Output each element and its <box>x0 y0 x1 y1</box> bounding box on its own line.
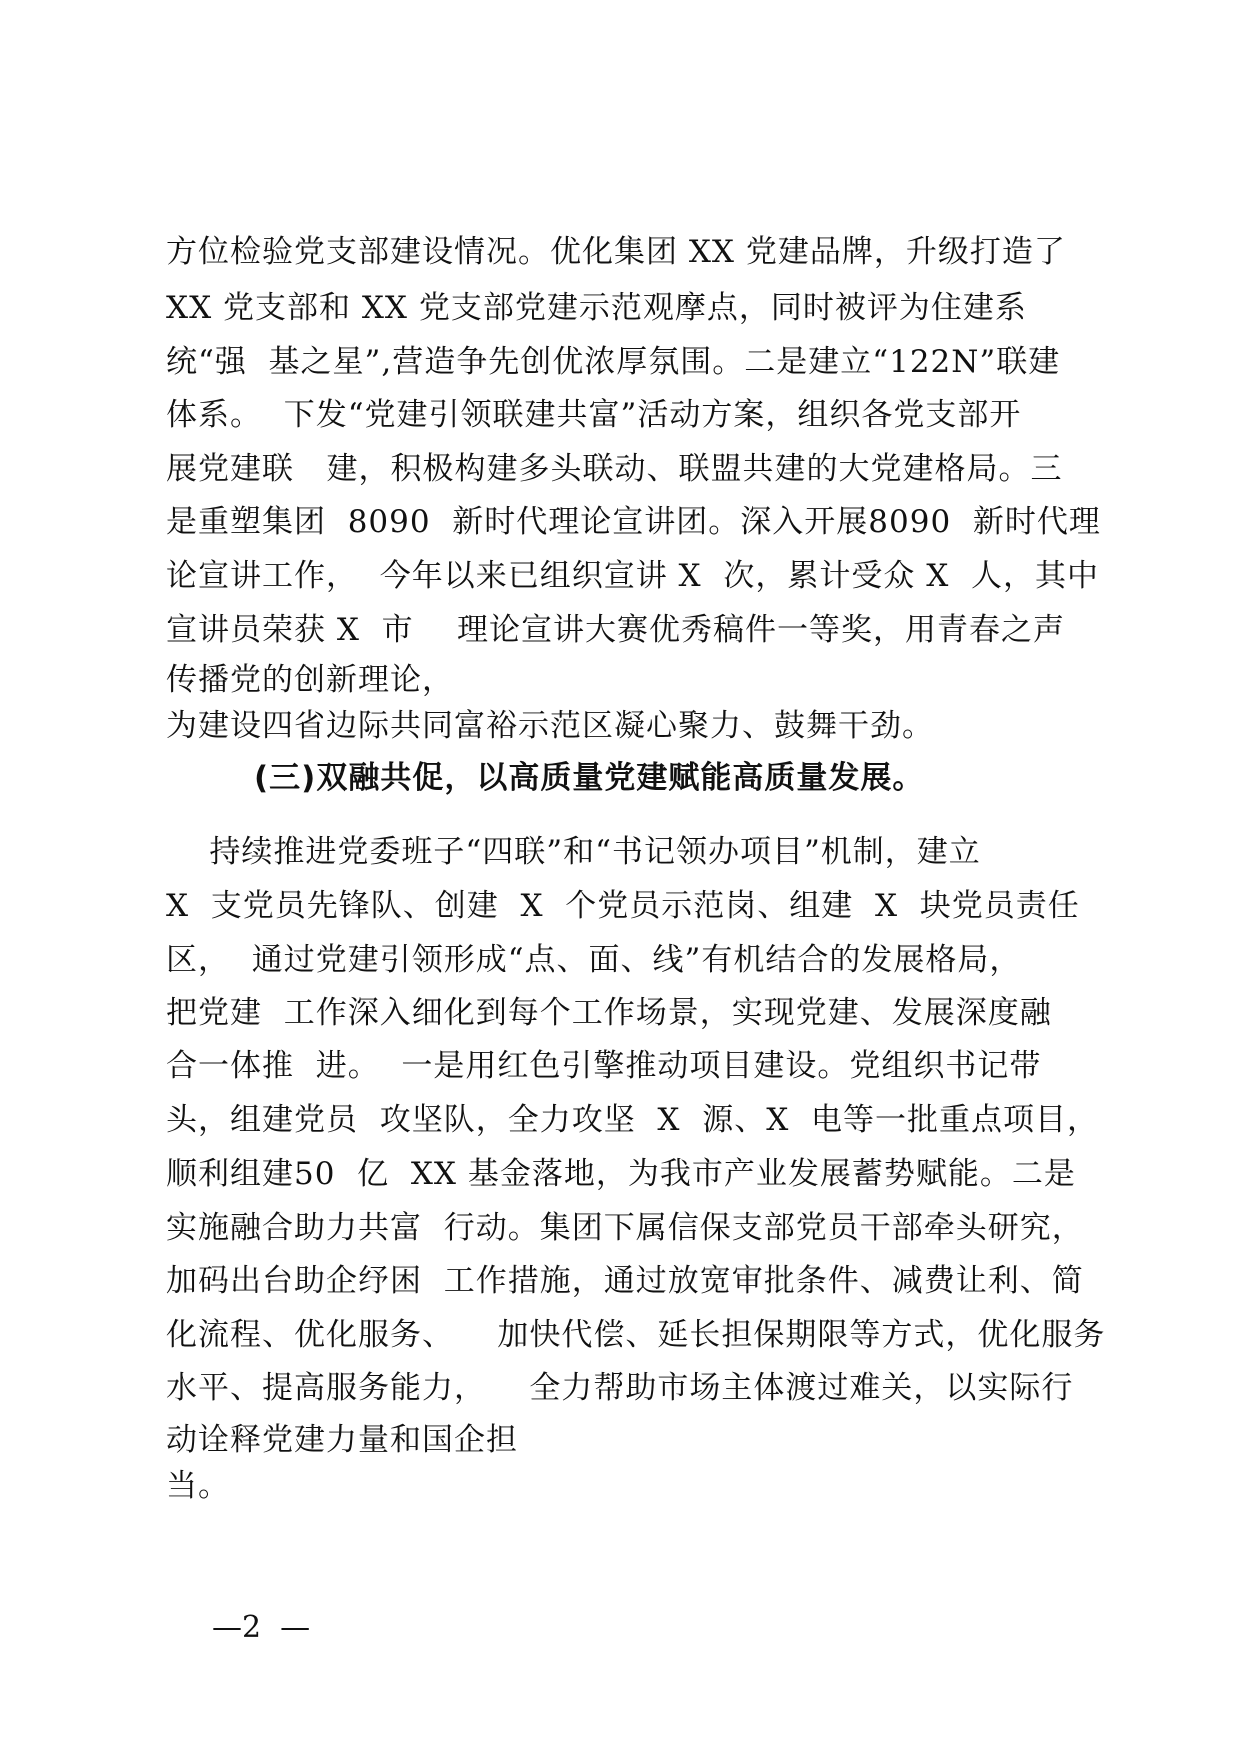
body-line-10: 为建设四省边际共同富裕示范区凝心聚力、鼓舞干劲。 <box>166 708 934 744</box>
body2-line-6: 头，组建党员 攻坚队，全力攻坚 X 源、X 电等一批重点项目， <box>166 1102 1099 1138</box>
body2-line-4: 把党建 工作深入细化到每个工作场景，实现党建、发展深度融 <box>166 995 1052 1031</box>
body-line-4: 体系。 下发“党建引领联建共富”活动方案，组织各党支部开 <box>166 397 1022 433</box>
body2-line-13: 当。 <box>166 1468 230 1504</box>
body2-line-3: 区， 通过党建引领形成“点、面、线”有机结合的发展格局， <box>166 942 1022 978</box>
body-line-1: 方位检验党支部建设情况。优化集团 XX 党建品牌，升级打造了 <box>166 234 1066 270</box>
body-line-2: XX 党支部和 XX 党支部党建示范观摩点，同时被评为住建系 <box>166 290 1027 326</box>
body-line-9: 传播党的创新理论， <box>166 662 454 698</box>
body2-line-7: 顺利组建50 亿 XX 基金落地，为我市产业发展蓄势赋能。二是 <box>166 1156 1076 1192</box>
body2-line-1: 持续推进党委班子“四联”和“书记领办项目”机制，建立 <box>166 834 981 870</box>
body-line-5: 展党建联 建，积极构建多头联动、联盟共建的大党建格局。三 <box>166 451 1063 487</box>
section-heading: (三)双融共促，以高质量党建赋能高质量发展。 <box>254 760 925 796</box>
body2-line-5: 合一体推 进。 一是用红色引擎推动项目建设。党组织书记带 <box>166 1048 1042 1084</box>
body2-line-10: 化流程、优化服务、 加快代偿、延长担保期限等方式，优化服务 <box>166 1317 1106 1353</box>
body-line-7: 论宣讲工作， 今年以来已组织宣讲 X 次，累计受众 X 人，其中 <box>166 558 1099 594</box>
body2-line-8: 实施融合助力共富 行动。集团下属信保支部党员干部牵头研究， <box>166 1210 1084 1246</box>
page-number: —2 — <box>212 1610 311 1645</box>
body-line-8: 宣讲员荣获 X 市 理论宣讲大赛优秀稿件一等奖，用青春之声 <box>166 612 1066 648</box>
body2-line-2: X 支党员先锋队、创建 X 个党员示范岗、组建 X 块党员责任 <box>166 888 1080 924</box>
body2-line-12: 动诠释党建力量和国企担 <box>166 1422 518 1458</box>
body-line-6: 是重塑集团 8090 新时代理论宣讲团。深入开展8090 新时代理 <box>166 504 1101 540</box>
body2-line-9: 加码出台助企纾困 工作措施，通过放宽审批条件、减费让利、简 <box>166 1263 1084 1299</box>
body-line-3: 统“强 基之星”,营造争先创优浓厚氛围。二是建立“122N”联建 <box>166 344 1061 380</box>
body2-line-11: 水平、提高服务能力， 全力帮助市场主体渡过难关，以实际行 <box>166 1370 1074 1406</box>
